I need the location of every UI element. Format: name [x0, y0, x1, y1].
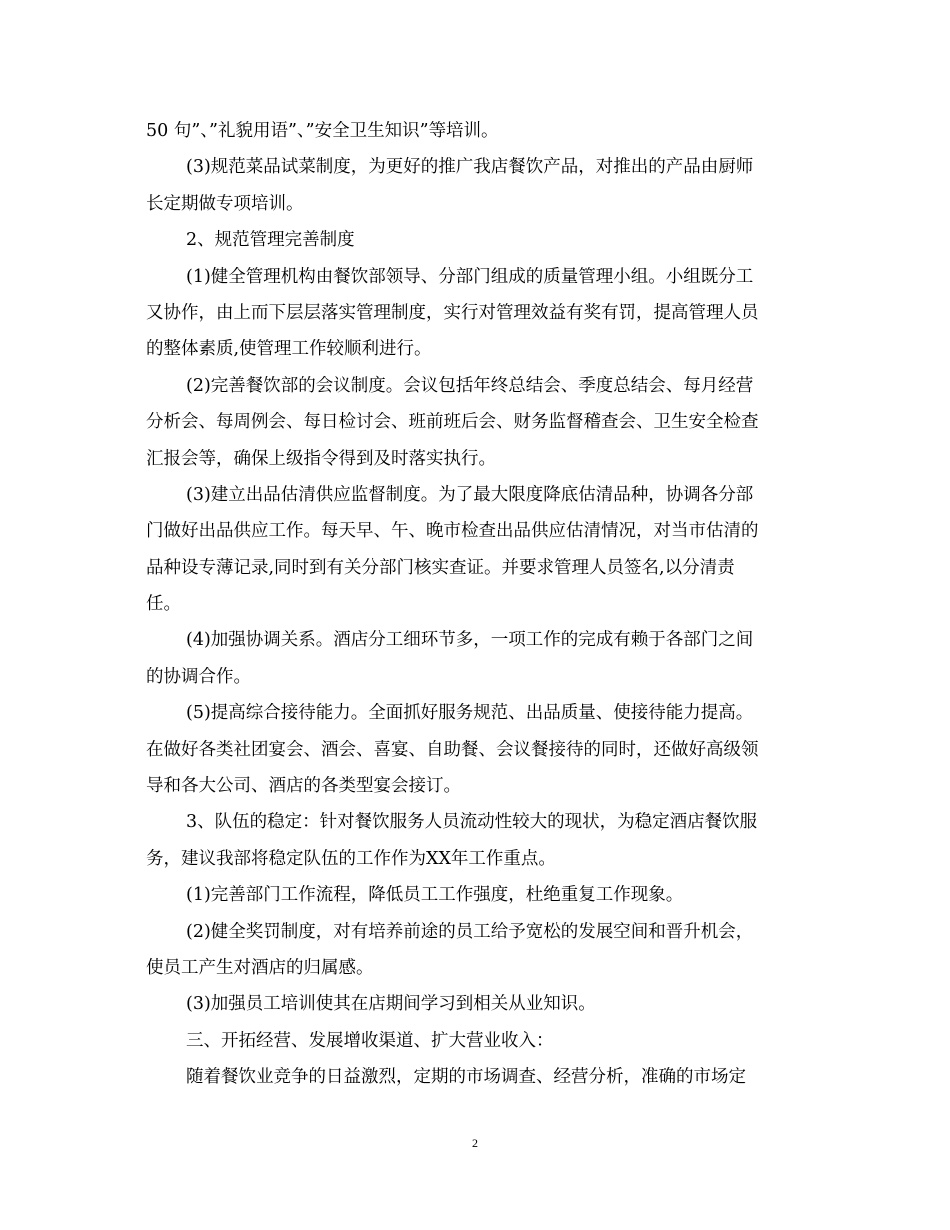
text-line: 三、开拓经营、发展增收渠道、扩大营业收入：	[186, 1030, 554, 1051]
text-line: 门做好出品供应工作。每天早、午、晚市检查出品供应估清情况，对当市估清的	[146, 521, 759, 542]
text-line: 的协调合作。	[146, 666, 251, 687]
text-line: (2)完善餐饮部的会议制度。会议包括年终总结会、季度总结会、每月经营	[186, 375, 754, 396]
text-line: 分析会、每周例会、每日检讨会、班前班后会、财务监督稽查会、卫生安全检查	[146, 412, 759, 433]
page-number: 2	[472, 1136, 478, 1150]
text-line: 导和各大公司、酒店的各类型宴会接订。	[146, 776, 461, 797]
text-line: 又协作，由上而下层层落实管理制度，实行对管理效益有奖有罚，提高管理人员	[146, 302, 759, 323]
text-line: 的整体素质,使管理工作较顺利进行。	[146, 339, 432, 360]
text-line: 3、队伍的稳定：针对餐饮服务人员流动性较大的现状，为稳定酒店餐饮服	[186, 812, 758, 833]
text-line: 品种设专薄记录,同时到有关分部门核实查证。并要求管理人员签名,以分清责	[146, 557, 735, 578]
document-body	[146, 113, 808, 1096]
text-line: 务，建议我部将稳定队伍的工作作为XX年工作重点。	[146, 848, 556, 869]
text-line: (1)完善部门工作流程，降低员工工作强度，杜绝重复工作现象。	[186, 885, 684, 906]
text-line: (3)加强员工培训使其在店期间学习到相关从业知识。	[186, 994, 596, 1015]
text-line: 随着餐饮业竞争的日益激烈，定期的市场调查、经营分析，准确的市场定	[186, 1067, 746, 1088]
text-line: 长定期做专项培训。	[146, 193, 304, 214]
text-line: (3)规范菜品试菜制度，为更好的推广我店餐饮产品，对推出的产品由厨师	[186, 157, 754, 178]
text-line: 在做好各类社团宴会、酒会、喜宴、自助餐、会议餐接待的同时，还做好高级领	[146, 739, 759, 760]
text-line: (4)加强协调关系。酒店分工细环节多，一项工作的完成有赖于各部门之间	[186, 630, 754, 651]
text-line: (1)健全管理机构由餐饮部领导、分部门组成的质量管理小组。小组既分工	[186, 266, 754, 287]
text-line: 使员工产生对酒店的归属感。	[146, 957, 374, 978]
text-line: 50 句”、”礼貌用语”、”安全卫生知识”等培训。	[146, 121, 499, 141]
text-line: 任。	[146, 594, 181, 615]
text-line: 汇报会等，确保上级指令得到及时落实执行。	[146, 448, 496, 469]
text-line: (3)建立出品估清供应监督制度。为了最大限度降底估清品种，协调各分部	[186, 484, 754, 505]
text-line: 2、规范管理完善制度	[186, 230, 355, 251]
text-line: (2)健全奖罚制度，对有培养前途的员工给予宽松的发展空间和晋升机会，	[186, 921, 754, 942]
text-line: (5)提高综合接待能力。全面抓好服务规范、出品质量、使接待能力提高。	[186, 703, 754, 724]
